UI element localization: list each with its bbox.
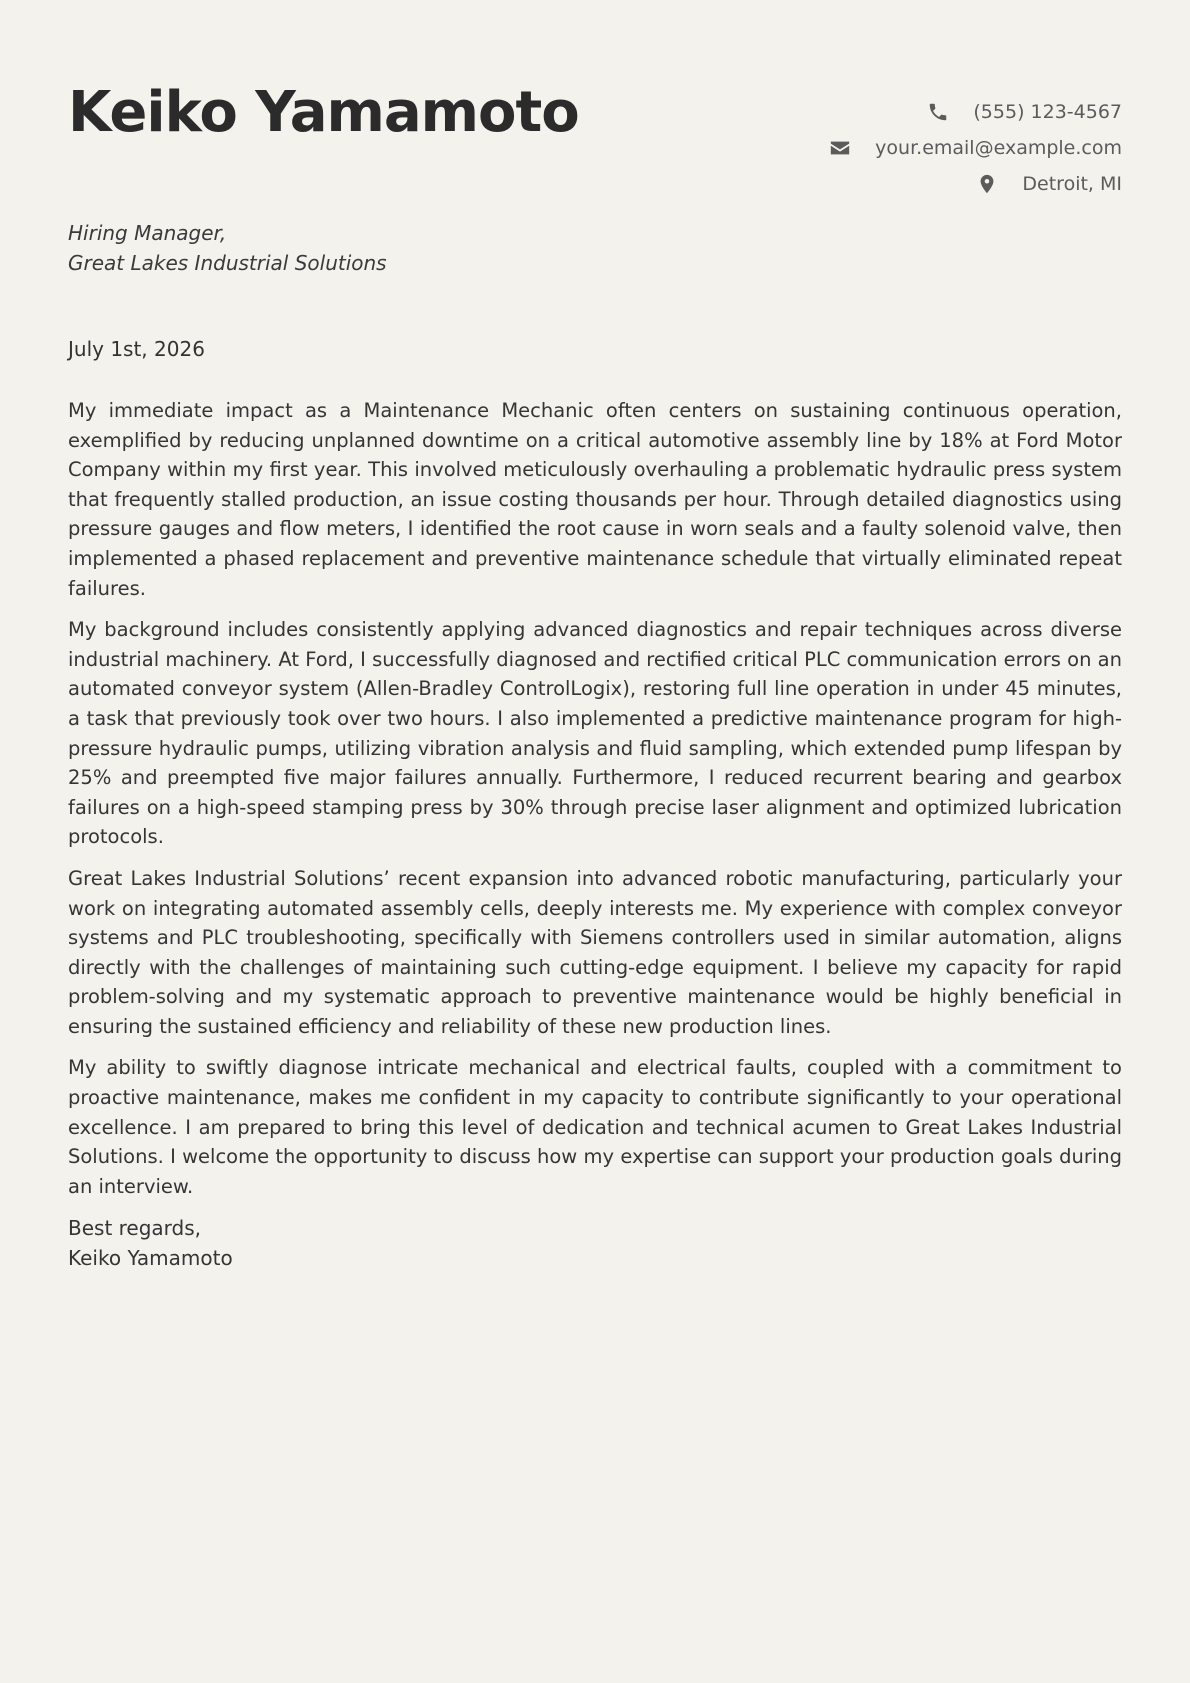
location-text: Detroit, MI [1022,173,1122,195]
closing-signature: Keiko Yamamoto [68,1246,233,1271]
map-pin-icon [976,173,998,195]
recipient-company: Great Lakes Industrial Solutions [68,251,387,275]
contact-phone [742,94,1122,130]
letter-date: July 1st, 2026 [68,337,205,361]
letter-body [68,396,1122,1273]
applicant-name: Keiko Yamamoto [68,80,579,145]
phone-icon [927,101,949,123]
body-paragraph-2: My background includes consistently applying advanced diagnostics and repair techniques across diverse industrial machinery. At Ford, I successfully diagnosed and rectified critical PLC communication errors on an automated conveyor system (Allen-Bradley ControlLogix), restoring full line operation in under 45 minutes, a task that previously took over two hours. I also implemented a predictive maintenance program for high-pressure hydraulic pumps, utilizing vibration analysis and fluid sampling, which extended pump lifespan by 25% and preempted five major failures annually. Furthermore, I reduced recurrent bearing and gearbox failures on a high-speed stamping press by 30% through precise laser alignment and optimized lubrication protocols. [68,618,1122,849]
contact-block [742,94,1122,202]
body-paragraph-4: My ability to swiftly diagnose intricate mechanical and electrical faults, coupled with a commitment to proactive maintenance, makes me confident in my capacity to contribute significantly to your operational excellence. I am prepared to bring this level of dedication and technical acumen to Great Lakes Industrial Solutions. I welcome the opportunity to discuss how my expertise can support your production goals during an interview. [68,1056,1122,1198]
phone-text: (555) 123-4567 [973,101,1122,123]
closing-block [68,1213,1122,1273]
body-paragraph-3: Great Lakes Industrial Solutions’ recent expansion into advanced robotic manufacturing, particularly your work on integrating automated assembly cells, deeply interests me. My experience with complex conveyor systems and PLC troubleshooting, specifically with Siemens controllers used in similar automation, aligns directly with the challenges of maintaining such cutting-edge equipment. I believe my capacity for rapid problem-solving and my systematic approach to preventive maintenance would be highly beneficial in ensuring the sustained efficiency and reliability of these new production lines. [68,866,1122,1038]
recipient-block [68,218,387,278]
recipient-title: Hiring Manager, [68,221,227,245]
email-text: your.email@example.com [875,137,1122,159]
contact-email [742,130,1122,166]
envelope-icon [829,137,851,159]
closing-salutation: Best regards, [68,1216,202,1241]
body-paragraph-1: My immediate impact as a Maintenance Mechanic often centers on sustaining continuous operation, exemplified by reducing unplanned downtime on a critical automotive assembly line by 18% at Ford Motor Company within my first year. This involved meticulously overhauling a problematic hydraulic press system that frequently stalled production, an issue costing thousands per hour. Through detailed diagnostics using pressure gauges and flow meters, I identified the root cause in worn seals and a faulty solenoid valve, then implemented a phased replacement and preventive maintenance schedule that virtually eliminated repeat failures. [68,399,1122,600]
cover-letter-page [68,0,1122,1683]
contact-location [742,166,1122,202]
letter-header [68,0,1122,200]
